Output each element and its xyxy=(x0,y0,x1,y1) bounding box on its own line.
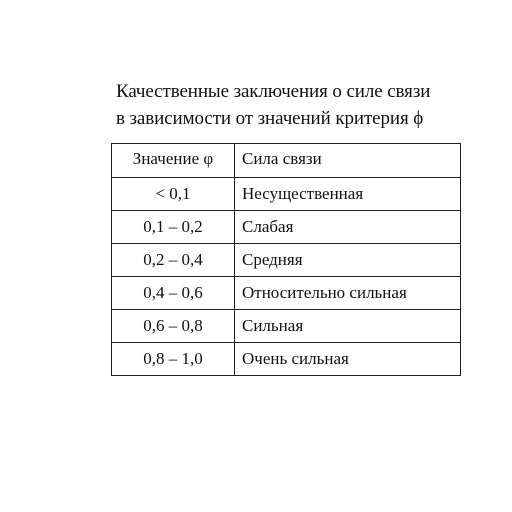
association-strength-table xyxy=(111,143,461,376)
header-value: Значение φ xyxy=(112,144,235,178)
table-row xyxy=(112,178,461,211)
cell-range: 0,1 – 0,2 xyxy=(112,211,235,244)
cell-range: 0,4 – 0,6 xyxy=(112,277,235,310)
table-row xyxy=(112,277,461,310)
cell-strength: Средняя xyxy=(235,244,461,277)
table-caption xyxy=(116,78,476,132)
cell-range: 0,6 – 0,8 xyxy=(112,310,235,343)
header-strength: Сила связи xyxy=(235,144,461,178)
table-row xyxy=(112,211,461,244)
cell-strength: Относительно сильная xyxy=(235,277,461,310)
cell-range: 0,2 – 0,4 xyxy=(112,244,235,277)
table-header-row xyxy=(112,144,461,178)
cell-range: 0,8 – 1,0 xyxy=(112,343,235,376)
cell-strength: Очень сильная xyxy=(235,343,461,376)
cell-strength: Сильная xyxy=(235,310,461,343)
cell-strength: Несущественная xyxy=(235,178,461,211)
table-row xyxy=(112,310,461,343)
caption-line-1: Качественные заключения о силе связи xyxy=(116,81,431,102)
caption-line-2: в зависимости от значений критерия ϕ xyxy=(116,108,424,129)
table-row xyxy=(112,343,461,376)
cell-range: < 0,1 xyxy=(112,178,235,211)
cell-strength: Слабая xyxy=(235,211,461,244)
table-row xyxy=(112,244,461,277)
